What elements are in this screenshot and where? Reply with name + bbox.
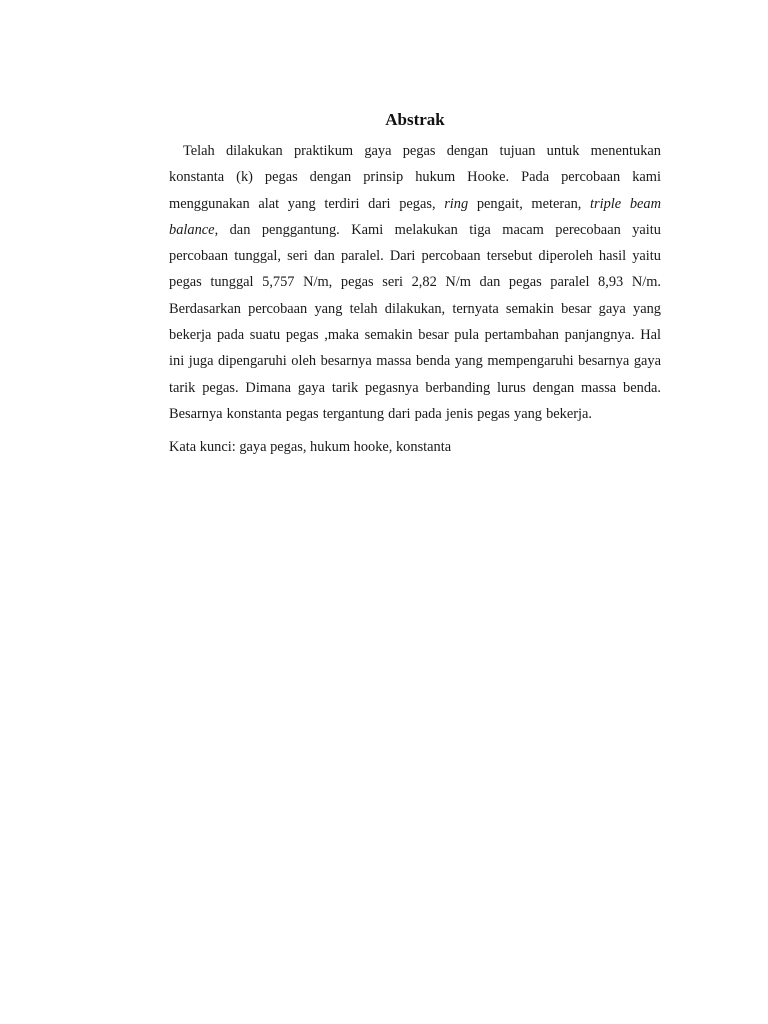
abstract-section (169, 108, 661, 459)
abstract-title: Abstrak (385, 110, 445, 129)
abstract-italic-term-ring: ring (444, 195, 469, 212)
abstract-text-part-1: Telah dilakukan praktikum gaya pegas dengan tujuan untuk menentukan konstanta (k) pegas dengan prinsip hukum Hooke. Pada percobaan kami menggunakan alat yang terdiri dari pegas, (169, 143, 661, 212)
keywords-line: Kata kunci: gaya pegas, hukum hooke, konstanta (169, 439, 452, 456)
abstract-paragraph (169, 138, 661, 427)
abstract-text-part-3: , dan penggantung. Kami melakukan tiga macam perecobaan yaitu percobaan tunggal, seri dan paralel. Dari percobaan tersebut diperoleh hasil yaitu pegas tunggal 5,757 N/m, pegas seri 2,82 N/m dan pegas paralel 8,93 N/m. Berdasarkan percobaan yang telah dilakukan, ternyata semakin besar gaya yang bekerja pada suatu pegas ,maka semakin besar pula pertambahan panjangnya. Hal ini juga dipengaruhi oleh besarnya massa benda yang mempengaruhi besarnya gaya tarik pegas. Dimana gaya tarik pegasnya berbanding lurus dengan massa benda. Besarnya konstanta pegas tergantung dari pada jenis pegas yang bekerja. (169, 221, 661, 422)
abstract-text-part-2: pengait, meteran, (468, 195, 591, 212)
abstract-italic-term-balance: triple beam balance (169, 195, 662, 238)
